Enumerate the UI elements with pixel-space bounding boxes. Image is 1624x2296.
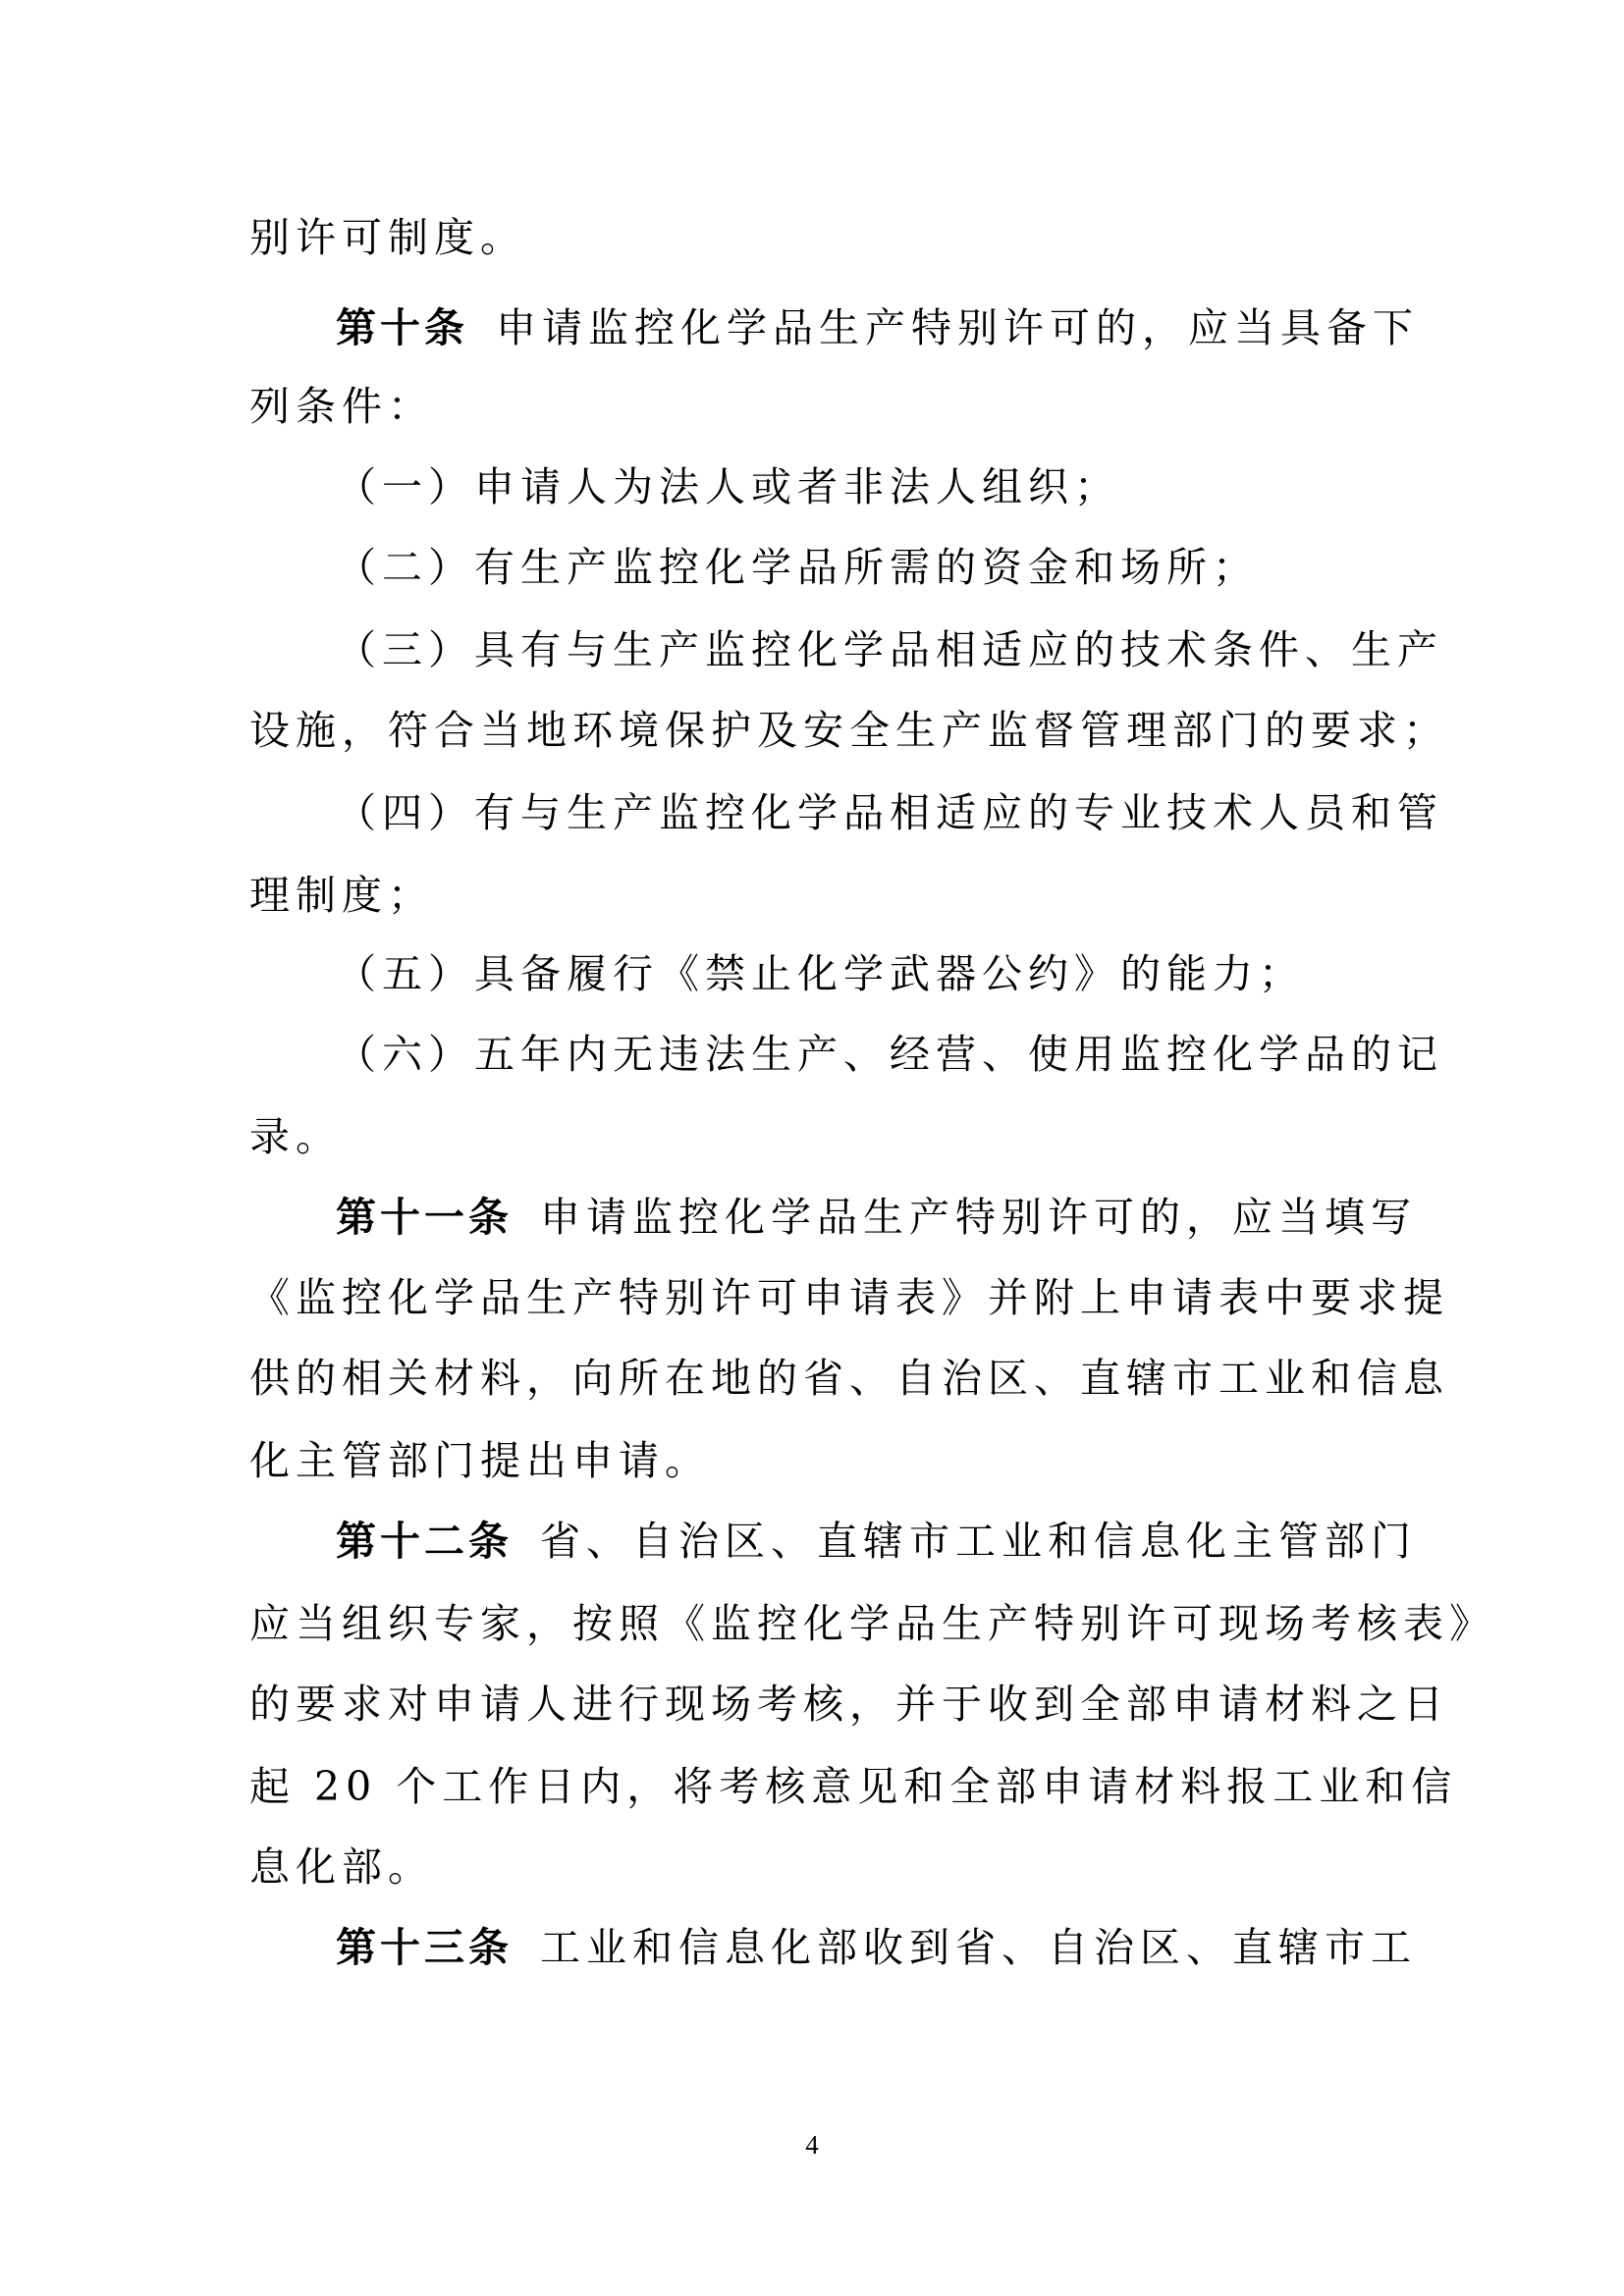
- condition-3: （三）具有与生产监控化学品相适应的技术条件、生产: [336, 626, 1443, 673]
- article-11-text: 申请监控化学品生产特别许可的，应当填写: [540, 1194, 1417, 1241]
- condition-6: （六）五年内无违法生产、经营、使用监控化学品的记: [336, 1031, 1443, 1078]
- text-line: 设施，符合当地环境保护及安全生产监督管理部门的要求；: [249, 707, 1449, 754]
- article-13-text: 工业和信息化部收到省、自治区、直辖市工: [540, 1924, 1417, 1971]
- article-11-line: [336, 1188, 1417, 1247]
- article-10-line: [336, 298, 1419, 357]
- text-line: 供的相关材料，向所在地的省、自治区、直辖市工业和信息: [249, 1355, 1449, 1402]
- text-line: 息化部。: [249, 1843, 434, 1891]
- condition-4: （四）有与生产监控化学品相适应的专业技术人员和管: [336, 789, 1443, 836]
- article-13-title: 第十三条: [336, 1924, 513, 1971]
- page-number: 4: [805, 2130, 819, 2160]
- text-line: 的要求对申请人进行现场考核，并于收到全部申请材料之日: [249, 1681, 1449, 1728]
- text-line: 《监控化学品生产特别许可申请表》并附上申请表中要求提: [249, 1274, 1449, 1321]
- text-line: 应当组织专家，按照《监控化学品生产特别许可现场考核表》: [249, 1600, 1495, 1647]
- article-12-text: 省、自治区、直辖市工业和信息化主管部门: [540, 1518, 1417, 1565]
- article-12-title: 第十二条: [336, 1518, 513, 1565]
- condition-2: （二）有生产监控化学品所需的资金和场所；: [336, 544, 1259, 591]
- article-12-line: [336, 1512, 1417, 1571]
- text-line: 录。: [249, 1113, 342, 1160]
- condition-1: （一）申请人为法人或者非法人组织；: [336, 463, 1120, 510]
- article-10-title: 第十条: [336, 304, 468, 351]
- article-10-text: 申请监控化学品生产特别许可的，应当具备下: [496, 304, 1419, 351]
- text-line: 列条件：: [249, 383, 434, 430]
- text-line: 别许可制度。: [249, 214, 526, 261]
- article-13-line: [336, 1918, 1417, 1977]
- condition-5: （五）具备履行《禁止化学武器公约》的能力；: [336, 950, 1305, 997]
- text-line: 起 20 个工作日内，将考核意见和全部申请材料报工业和信: [249, 1763, 1458, 1810]
- text-line: 化主管部门提出申请。: [249, 1437, 711, 1484]
- text-line: 理制度；: [249, 872, 434, 919]
- article-11-title: 第十一条: [336, 1194, 513, 1241]
